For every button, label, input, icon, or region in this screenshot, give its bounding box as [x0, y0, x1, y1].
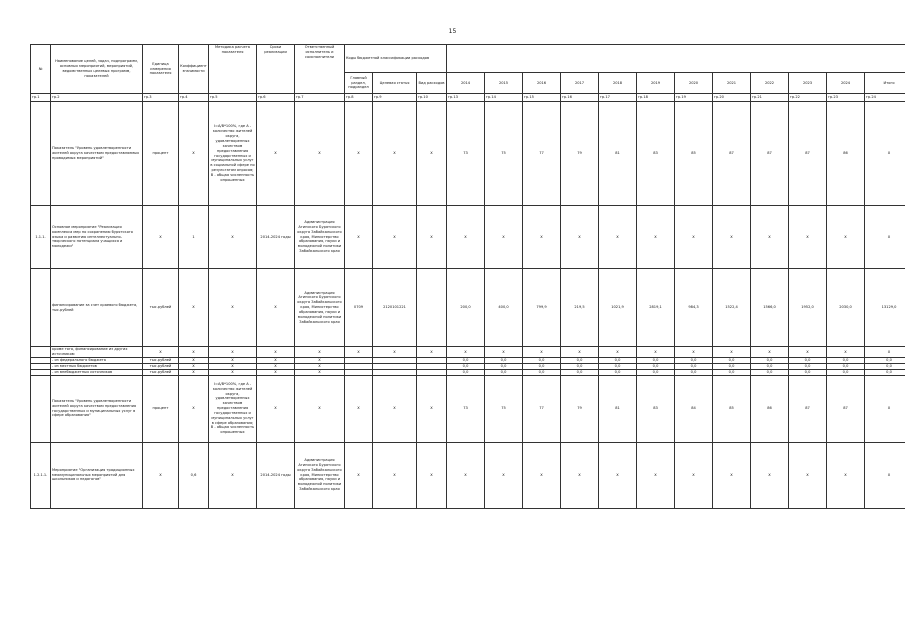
cell-year-value: X [637, 442, 675, 508]
column-number-cell: гр.3 [143, 94, 179, 102]
cell-vid: X [417, 442, 447, 508]
cell-method: X [209, 369, 257, 375]
cell-razdel: X [345, 347, 373, 358]
cell-coef: X [179, 269, 209, 347]
cell-year-value: 79 [561, 102, 599, 206]
header-razdel: Главный раздел, подраздел [345, 73, 373, 94]
cell-unit: тыс.рублей [143, 363, 179, 369]
header-year: 2021 [713, 73, 751, 94]
cell-year-value: X [713, 347, 751, 358]
cell-year-value: 799,9 [523, 269, 561, 347]
table-row [31, 442, 905, 508]
table-row [31, 102, 905, 206]
cell-vid: X [417, 347, 447, 358]
cell-year-value: X [865, 375, 905, 442]
cell-term: X [257, 347, 295, 358]
header-year: 2024 [827, 73, 865, 94]
cell-year-value: 1021,9 [599, 269, 637, 347]
cell-year-value: 87 [827, 375, 865, 442]
column-number-row [31, 94, 905, 102]
header-years-blank [447, 45, 905, 73]
cell-year-value: 0,0 [523, 363, 561, 369]
cell-year-value: X [865, 442, 905, 508]
column-number-cell: гр.17 [599, 94, 637, 102]
cell-year-value: X [447, 442, 485, 508]
cell-year-value: 0,0 [485, 363, 523, 369]
cell-unit: тыс.рублей [143, 358, 179, 364]
cell-unit: процент [143, 102, 179, 206]
table-row [31, 375, 905, 442]
cell-year-value: 1566,0 [751, 269, 789, 347]
column-number-cell: гр.6 [257, 94, 295, 102]
cell-year-value: 0,0 [827, 358, 865, 364]
cell-no [31, 347, 51, 358]
cell-year-value: 77 [523, 102, 561, 206]
cell-year-value: 0,0 [523, 369, 561, 375]
cell-year-value: X [789, 206, 827, 269]
cell-resp: X [295, 358, 345, 364]
cell-year-value: X [751, 347, 789, 358]
cell-year-value: 0,0 [599, 369, 637, 375]
cell-year-value: 84 [675, 375, 713, 442]
cell-year-value: 2819,1 [637, 269, 675, 347]
header-target: Целевая статья [373, 73, 417, 94]
cell-year-value: X [827, 206, 865, 269]
cell-year-value: 0,0 [637, 369, 675, 375]
header-year: 2019 [637, 73, 675, 94]
cell-vid: X [417, 102, 447, 206]
cell-year-value: 0,0 [637, 358, 675, 364]
cell-resp: X [295, 347, 345, 358]
cell-year-value: X [675, 442, 713, 508]
column-number-cell: гр.2 [51, 94, 143, 102]
cell-resp: X [295, 102, 345, 206]
header-resp: Ответственный исполнитель и соисполнители [295, 45, 345, 94]
cell-year-value: X [713, 206, 751, 269]
cell-year-value: 0,0 [675, 363, 713, 369]
header-row-top [31, 45, 905, 73]
cell-year-value: X [523, 206, 561, 269]
cell-year-value: X [865, 102, 905, 206]
header-no: № [31, 45, 51, 94]
cell-method: I=A/B*100%, где А - количество жителей округа, удовлетворенных качеством предоставления государственных и муниципальных услуг в социальной сфере по результатам опросов; В - общая численность опрошенных [209, 102, 257, 206]
header-vid: Вид расходов [417, 73, 447, 94]
cell-year-value: X [789, 442, 827, 508]
cell-no [31, 269, 51, 347]
column-number-cell: гр.19 [675, 94, 713, 102]
cell-year-value: 0,0 [447, 363, 485, 369]
cell-year-value: X [751, 206, 789, 269]
cell-year-value: 87 [713, 102, 751, 206]
cell-coef: X [179, 369, 209, 375]
cell-year-value: 0,0 [447, 369, 485, 375]
cell-year-value: 86 [827, 102, 865, 206]
cell-name: - из местных бюджетов [51, 363, 143, 369]
cell-year-value: X [561, 347, 599, 358]
cell-unit: тыс.рублей [143, 269, 179, 347]
cell-year-value: 13129,0 [865, 269, 905, 347]
cell-method: I=A/B*100%, где А - количество жителей округа, удовлетворенных качеством предоставления государственных и муниципальных услуг в сфере образования; В - общая численность опрошенных [209, 375, 257, 442]
cell-year-value: X [713, 442, 751, 508]
cell-unit: X [143, 206, 179, 269]
header-method: Методика расчета показателя [209, 45, 257, 94]
header-year: 2022 [751, 73, 789, 94]
cell-year-value: X [485, 442, 523, 508]
cell-term: X [257, 358, 295, 364]
cell-resp: Администрация Агинского Бурятского округа Забайкальского края, Министерство образования, науки и молодежной политики Забайкальского края [295, 269, 345, 347]
cell-resp: X [295, 363, 345, 369]
column-number-cell: гр.24 [865, 94, 905, 102]
header-name: Наименование целей, задач, подпрограмм, основных мероприятий, мероприятий, ведомственных целевых программ, показателей [51, 45, 143, 94]
header-year: 2014 [447, 73, 485, 94]
cell-year-value: 0,0 [485, 369, 523, 375]
cell-year-value: X [637, 347, 675, 358]
cell-unit: X [143, 442, 179, 508]
cell-vid: X [417, 375, 447, 442]
cell-year-value: 86 [751, 375, 789, 442]
cell-no: 1.2.1.1. [31, 442, 51, 508]
cell-name: Показатель "Уровень удовлетворенности жителей округа качеством предоставления государственных и муниципальных услуг в сфере образования" [51, 375, 143, 442]
cell-year-value: 0,0 [827, 363, 865, 369]
cell-year-value: 0,0 [827, 369, 865, 375]
cell-resp: X [295, 375, 345, 442]
cell-year-value: 0,0 [789, 363, 827, 369]
cell-term: X [257, 269, 295, 347]
cell-razdel: X [345, 206, 373, 269]
cell-name: финансирование за счет краевого бюджета, тыс.рублей [51, 269, 143, 347]
cell-target: X [373, 347, 417, 358]
cell-name: - из внебюджетных источников [51, 369, 143, 375]
cell-year-value: 0,0 [713, 358, 751, 364]
cell-resp: Администрация Агинского Бурятского округа Забайкальского края, Министерство образования, науки и молодежной политики Забайкальского края [295, 206, 345, 269]
cell-razdel: X [345, 375, 373, 442]
cell-razdel: 0709 [345, 269, 373, 347]
cell-year-value: X [561, 206, 599, 269]
cell-year-value: 0,0 [447, 358, 485, 364]
cell-year-value: 0,0 [523, 358, 561, 364]
cell-name: - из федерального бюджета [51, 358, 143, 364]
cell-year-value: X [865, 347, 905, 358]
cell-year-value: 73 [447, 102, 485, 206]
cell-year-value: X [447, 347, 485, 358]
cell-target: X [373, 442, 417, 508]
cell-term: 2014-2024 годы [257, 442, 295, 508]
column-number-cell: гр.20 [713, 94, 751, 102]
table-row [31, 206, 905, 269]
cell-unit: процент [143, 375, 179, 442]
cell-year-value: X [827, 442, 865, 508]
cell-method: X [209, 358, 257, 364]
cell-unit: X [143, 347, 179, 358]
cell-method: X [209, 442, 257, 508]
column-number-cell: гр.10 [417, 94, 447, 102]
cell-no: 1.1.1. [31, 206, 51, 269]
header-year: 2018 [599, 73, 637, 94]
cell-year-value: X [599, 206, 637, 269]
header-codes: Коды бюджетной классификации расходов [345, 45, 447, 73]
cell-coef: X [179, 363, 209, 369]
cell-year-value: 81 [599, 375, 637, 442]
cell-year-value: 0,0 [865, 358, 905, 364]
cell-year-value: 0,0 [561, 358, 599, 364]
cell-method: X [209, 347, 257, 358]
column-number-cell: гр.18 [637, 94, 675, 102]
header-year: Итого [865, 73, 905, 94]
cell-year-value: 0,0 [713, 363, 751, 369]
cell-coef: 0,6 [179, 442, 209, 508]
cell-name: кроме того, финансирование из других источников: [51, 347, 143, 358]
cell-year-value: X [485, 347, 523, 358]
cell-year-value: 85 [675, 102, 713, 206]
cell-year-value: X [599, 442, 637, 508]
cell-year-value: 83 [637, 375, 675, 442]
cell-target: 2120101221 [373, 269, 417, 347]
cell-year-value: 0,0 [599, 363, 637, 369]
cell-year-value: 0,0 [713, 369, 751, 375]
cell-year-value: X [485, 206, 523, 269]
cell-coef: 1 [179, 206, 209, 269]
column-number-cell: гр.4 [179, 94, 209, 102]
cell-year-value: 0,0 [675, 358, 713, 364]
cell-year-value: X [599, 347, 637, 358]
cell-year-value: X [751, 442, 789, 508]
cell-year-value: 85 [713, 375, 751, 442]
cell-term: X [257, 102, 295, 206]
cell-coef: X [179, 358, 209, 364]
header-year: 2020 [675, 73, 713, 94]
program-table [30, 44, 905, 509]
header-unit: Единица измерения показателя [143, 45, 179, 94]
cell-term: X [257, 363, 295, 369]
column-number-cell: гр.9 [373, 94, 417, 102]
cell-year-value: 0,0 [751, 363, 789, 369]
header-year: 2016 [523, 73, 561, 94]
cell-name: Показатель "Уровень удовлетворенности жителей округа качеством предоставляемых проводимых мероприятий" [51, 102, 143, 206]
cell-year-value: 75 [485, 102, 523, 206]
cell-term: X [257, 369, 295, 375]
cell-name: Основное мероприятие "Реализация комплекса мер по сохранению бурятского языка и развитию интеллектуально-творческого потенциала учащихся и молодежи" [51, 206, 143, 269]
page-number: 15 [448, 28, 457, 35]
column-number-cell: гр.13 [447, 94, 485, 102]
header-term: Сроки реализации [257, 45, 295, 94]
cell-year-value: 0,0 [637, 363, 675, 369]
cell-year-value: X [637, 206, 675, 269]
cell-year-value: X [865, 206, 905, 269]
cell-year-value: 77 [523, 375, 561, 442]
cell-year-value: X [675, 347, 713, 358]
column-number-cell: гр.16 [561, 94, 599, 102]
cell-year-value: 984,3 [675, 269, 713, 347]
column-number-cell: гр.22 [789, 94, 827, 102]
cell-year-value: 0,0 [865, 363, 905, 369]
cell-year-value: 219,5 [561, 269, 599, 347]
cell-year-value: 0,0 [751, 358, 789, 364]
column-number-cell: гр.23 [827, 94, 865, 102]
cell-coef: X [179, 347, 209, 358]
cell-vid [417, 269, 447, 347]
cell-coef: X [179, 102, 209, 206]
cell-resp: Администрация Агинского Бурятского округа Забайкальского края, Министерство образования, науки и молодежной политики Забайкальского края [295, 442, 345, 508]
cell-year-value: 0,0 [599, 358, 637, 364]
cell-vid: X [417, 206, 447, 269]
cell-year-value: 400,0 [485, 269, 523, 347]
column-number-cell: гр.14 [485, 94, 523, 102]
header-year: 2015 [485, 73, 523, 94]
cell-year-value: 81 [599, 102, 637, 206]
cell-year-value: 0,0 [789, 369, 827, 375]
cell-year-value: X [827, 347, 865, 358]
cell-name: Мероприятие "Организация традиционных межмуниципальных мероприятий для школьников и педагогов" [51, 442, 143, 508]
cell-year-value: X [523, 442, 561, 508]
header-year: 2023 [789, 73, 827, 94]
table-row [31, 269, 905, 347]
table-row [31, 347, 905, 358]
cell-target: X [373, 102, 417, 206]
cell-year-value: 2030,0 [827, 269, 865, 347]
header-year: 2017 [561, 73, 599, 94]
cell-target: X [373, 375, 417, 442]
cell-coef: X [179, 375, 209, 442]
cell-year-value: 1952,0 [789, 269, 827, 347]
cell-year-value: 79 [561, 375, 599, 442]
column-number-cell: гр.7 [295, 94, 345, 102]
cell-year-value: 0,0 [865, 369, 905, 375]
cell-year-value: X [523, 347, 561, 358]
cell-term: 2014-2024 годы [257, 206, 295, 269]
cell-year-value: 1522,4 [713, 269, 751, 347]
cell-no [31, 375, 51, 442]
cell-unit: тыс.рублей [143, 369, 179, 375]
cell-year-value: 87 [751, 102, 789, 206]
cell-year-value: 0,0 [561, 369, 599, 375]
column-number-cell: гр.8 [345, 94, 373, 102]
cell-method: X [209, 269, 257, 347]
cell-year-value: X [447, 206, 485, 269]
cell-year-value: X [561, 442, 599, 508]
cell-year-value: 83 [637, 102, 675, 206]
cell-method: X [209, 363, 257, 369]
cell-year-value: 0,0 [675, 369, 713, 375]
cell-year-value: 73 [447, 375, 485, 442]
cell-razdel: X [345, 102, 373, 206]
cell-no [31, 102, 51, 206]
cell-year-value: 87 [789, 102, 827, 206]
header-coef: Коэффициент значимости [179, 45, 209, 94]
cell-method: X [209, 206, 257, 269]
cell-year-value: 0,0 [485, 358, 523, 364]
column-number-cell: гр.5 [209, 94, 257, 102]
cell-year-value: 87 [789, 375, 827, 442]
cell-year-value: 0,0 [751, 369, 789, 375]
cell-razdel: X [345, 442, 373, 508]
cell-year-value: X [789, 347, 827, 358]
column-number-cell: гр.1 [31, 94, 51, 102]
column-number-cell: гр.15 [523, 94, 561, 102]
cell-year-value: 200,0 [447, 269, 485, 347]
cell-resp: X [295, 369, 345, 375]
cell-target: X [373, 206, 417, 269]
cell-year-value: 75 [485, 375, 523, 442]
cell-year-value: X [675, 206, 713, 269]
column-number-cell: гр.21 [751, 94, 789, 102]
cell-term: X [257, 375, 295, 442]
cell-year-value: 0,0 [561, 363, 599, 369]
cell-year-value: 0,0 [789, 358, 827, 364]
